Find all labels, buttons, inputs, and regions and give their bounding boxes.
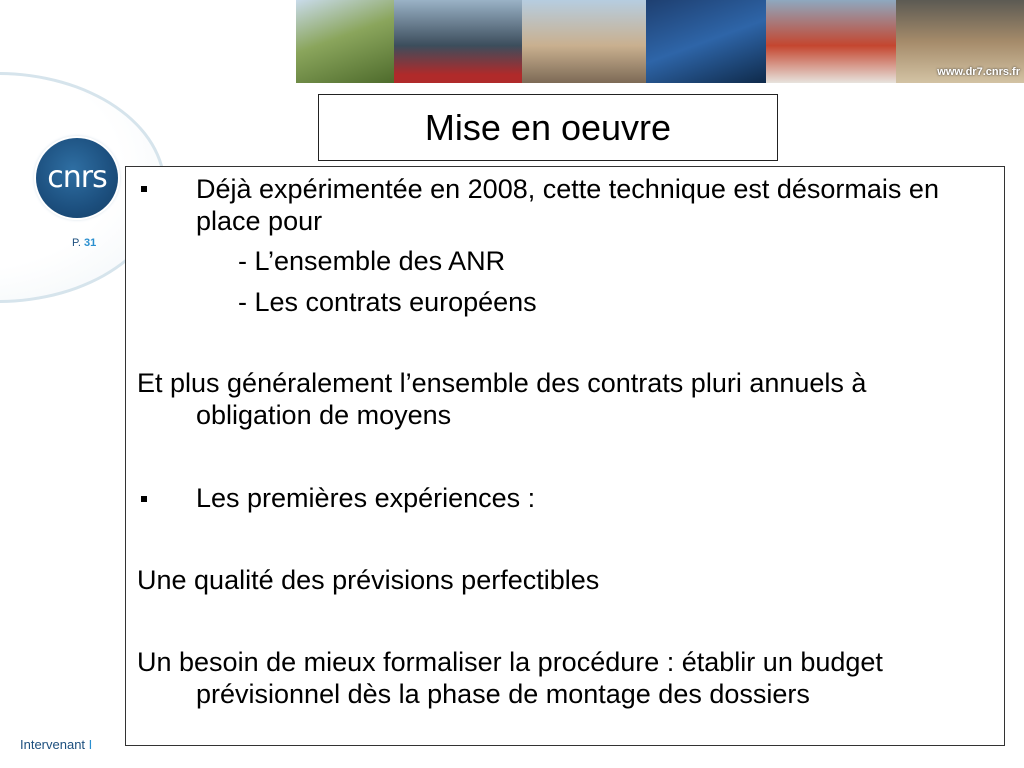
banner-photo (296, 0, 394, 83)
content-line: Les premières expériences : (196, 483, 536, 513)
content-line: Déjà expérimentée en 2008, cette technique est désormais en (196, 174, 939, 204)
banner-photo (394, 0, 522, 83)
content-line: prévisionnel dès la phase de montage des dossiers (196, 679, 810, 709)
content-box (125, 166, 1005, 746)
content-line: Et plus généralement l’ensemble des contrats pluri annuels à (137, 368, 867, 398)
slide-title-box (318, 94, 778, 161)
logo-text: cnrs (47, 160, 107, 195)
slide-title: Mise en oeuvre (424, 106, 672, 148)
content-line: - L’ensemble des ANR (238, 246, 506, 276)
banner-photo (522, 0, 646, 83)
page-number (72, 237, 96, 249)
bullet-icon (141, 186, 147, 192)
footer-label: Intervenant (20, 737, 86, 752)
banner-url: www.dr7.cnrs.fr (937, 66, 1020, 78)
page-number-value: 31 (84, 237, 97, 249)
banner-photo (646, 0, 766, 83)
page-prefix: P. (72, 237, 81, 249)
footer-separator: I (88, 737, 93, 752)
bullet-icon (141, 496, 147, 502)
content-line: Un besoin de mieux formaliser la procédure : établir un budget (137, 647, 883, 677)
cnrs-logo (36, 138, 118, 218)
content-line: - Les contrats européens (238, 287, 537, 317)
banner-photo (766, 0, 896, 83)
photo-banner (296, 0, 1024, 83)
content-line: Une qualité des prévisions perfectibles (137, 565, 600, 595)
footer (20, 737, 92, 752)
content-line: obligation de moyens (196, 400, 452, 430)
content-line: place pour (196, 206, 323, 236)
